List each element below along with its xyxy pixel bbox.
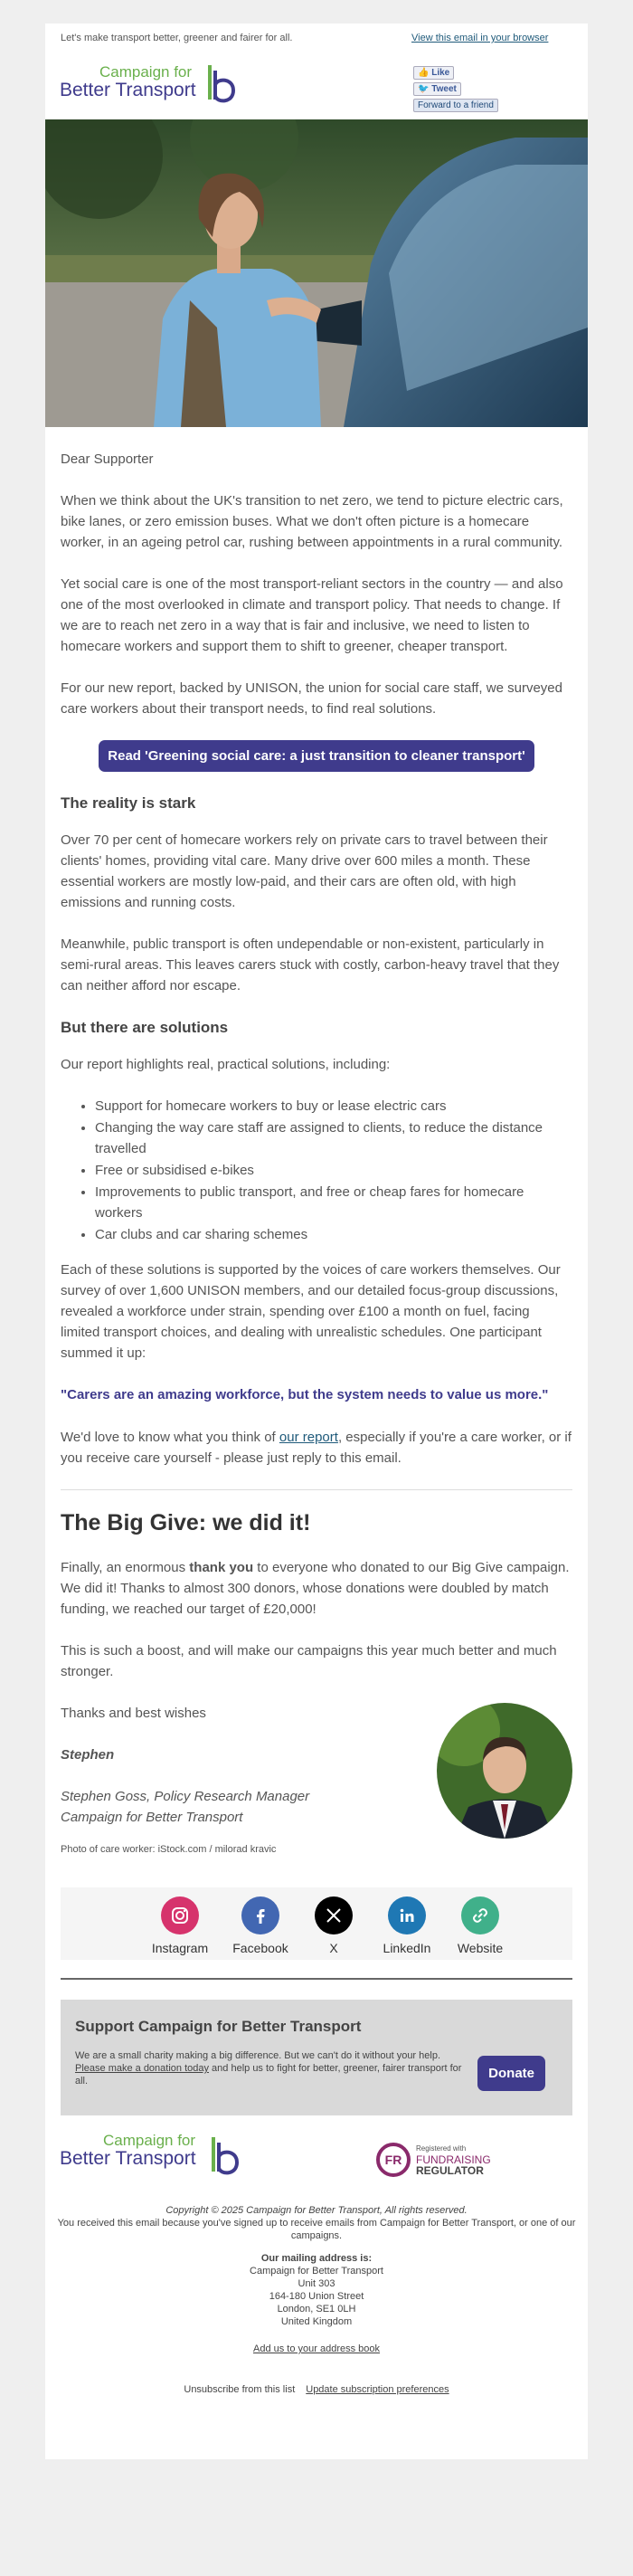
list-item: • Changing the way care staff are assigned to clients, to reduce the distance travelled (95, 1117, 572, 1159)
fr-badge-text (416, 2143, 491, 2176)
fr-badge-icon: FR (376, 2143, 411, 2177)
fundraising-regulator-badge (376, 2143, 491, 2177)
address-line: Campaign for Better Transport (250, 2266, 383, 2277)
fr-registered: Registered with (416, 2144, 467, 2153)
footer-logo-line-1: Campaign for (103, 2132, 196, 2149)
address-line: 164-180 Union Street (269, 2291, 364, 2302)
signoff-block (61, 1703, 572, 1828)
update-preferences-link[interactable]: Update subscription preferences (306, 2384, 449, 2395)
unsubscribe-link[interactable]: Unsubscribe from this list (184, 2384, 296, 2395)
linkedin-label: LinkedIn (383, 1941, 431, 1955)
footer-logo-b-icon (208, 2135, 241, 2179)
address-line: London, SE1 0LH (277, 2304, 356, 2315)
footer-text (45, 2204, 588, 2396)
donate-panel (61, 2000, 572, 2115)
feedback-text-2: , especially if you're a care worker, or if you receive care yourself - please just reply to this email. (61, 1430, 572, 1466)
solutions-intro: Our report highlights real, practical solutions, including: (61, 1057, 391, 1072)
intro-paragraph: When we think about the UK's transition to net zero, we tend to picture electric cars, bike lanes, or zero emission buses. What we don't often picture is a homecare worker, in an ageing petrol car, rushing between appointments in a rural community. (61, 493, 563, 550)
x-icon (315, 1896, 353, 1934)
link-icon (461, 1896, 499, 1934)
donate-text-2: and help us to fight for better, greener, fairer transport for all. (75, 2063, 462, 2086)
report-paragraph: For our new report, backed by UNISON, the union for social care staff, we surveyed care workers about their transport needs, to find real solutions. (61, 680, 562, 717)
instagram-icon (161, 1896, 199, 1934)
greeting: Dear Supporter (61, 452, 154, 467)
section-divider (61, 1489, 572, 1490)
mailing-address-title: Our mailing address is: (260, 2253, 373, 2264)
signature-organisation: Campaign for Better Transport (61, 1810, 243, 1825)
instagram-label: Instagram (151, 1941, 209, 1955)
linkedin-icon (388, 1896, 426, 1934)
donate-text (75, 2049, 473, 2087)
photo-credit: Photo of care worker: iStock.com / milorad kravic (61, 1844, 277, 1855)
donate-text-1: We are a small charity making a big difference. But we can't do it without your help. (75, 2050, 441, 2061)
social-care-paragraph: Yet social care is one of the most transport-reliant sectors in the country — and also one of the most overlooked in climate and transport policy. That needs to change. If we are to reach net zero in a way that is fair and inclusive, we need to listen to homecare workers and support them to shift to greener, cheaper transport. (61, 576, 563, 654)
fr-fundraising: FUNDRAISING (416, 2153, 491, 2166)
solutions-list (61, 1096, 572, 1245)
logo-b-icon (204, 63, 237, 107)
fr-regulator: REGULATOR (416, 2164, 484, 2177)
email-footer (45, 2115, 588, 2459)
donation-link[interactable]: Please make a donation today (75, 2063, 209, 2074)
website-link[interactable] (444, 1896, 516, 1959)
address-line: Unit 303 (298, 2278, 335, 2289)
donate-title: Support Campaign for Better Transport (75, 2018, 362, 2035)
share-buttons (413, 66, 498, 115)
read-report-button[interactable]: Read 'Greening social care: a just transition to cleaner transport' (99, 740, 534, 772)
hero-image-care-worker (45, 119, 588, 427)
logo-line-2: Better Transport (60, 80, 196, 100)
signature-title: Stephen Goss, Policy Research Manager (61, 1789, 310, 1804)
social-links-bar (61, 1887, 572, 1960)
facebook-like-button[interactable]: 👍 Like (413, 66, 454, 80)
address-book-link[interactable]: Add us to your address book (252, 2343, 381, 2354)
facebook-link[interactable] (224, 1896, 297, 1959)
participant-quote: "Carers are an amazing workforce, but the system needs to value us more." (61, 1387, 549, 1402)
author-portrait (437, 1703, 572, 1839)
feedback-paragraph (61, 1427, 572, 1469)
big-give-paragraph (61, 1557, 572, 1620)
preheader-text: Let's make transport better, greener and fairer for all. (61, 33, 293, 43)
footer-logo-line-2: Better Transport (60, 2148, 196, 2169)
like-label: Like (431, 68, 450, 78)
feedback-text-1: We'd love to know what you think of (61, 1430, 279, 1445)
reality-heading: The reality is stark (61, 794, 196, 812)
subscription-reason: You received this email because you've signed up to receive emails from Campaign for Better Transport, or one of our campaigns. (57, 2218, 576, 2241)
facebook-label: Facebook (232, 1941, 288, 1955)
instagram-link[interactable] (144, 1896, 216, 1959)
copyright-text: Copyright © 2025 Campaign for Better Transport, All rights reserved. (165, 2205, 468, 2216)
email-header (45, 24, 588, 119)
linkedin-link[interactable] (371, 1896, 443, 1959)
reality-paragraph-2: Meanwhile, public transport is often undependable or non-existent, particularly in semi-rural areas. This leaves carers stuck with costly, carbon-heavy travel that they can neither afford nor escape. (61, 936, 560, 993)
facebook-icon (241, 1896, 279, 1934)
footer-logo (60, 2132, 250, 2186)
tweet-button[interactable]: 🐦 Tweet (413, 82, 461, 96)
view-in-browser-link[interactable]: View this email in your browser (411, 33, 549, 43)
x-link[interactable] (298, 1896, 370, 1959)
our-report-link[interactable]: our report (279, 1430, 338, 1445)
big-give-text-2: to everyone who donated to our Big Give campaign. We did it! Thanks to almost 300 donors, whose donations were doubled by match funding, we reached our target of £20,000! (61, 1560, 570, 1617)
solutions-heading: But there are solutions (61, 1019, 229, 1036)
subscription-links (45, 2383, 588, 2396)
forward-to-friend-button[interactable]: Forward to a friend (413, 99, 498, 112)
brand-logo[interactable] (60, 63, 250, 109)
x-label: X (329, 1941, 338, 1955)
list-item: • Free or subsidised e-bikes (95, 1160, 572, 1181)
survey-paragraph: Each of these solutions is supported by the voices of care workers themselves. Our survey of over 1,600 UNISON members, and our detailed focus-group discussions, revealed a workforce under strain, spending over £100 a month on fuel, facing limited transport choices, and dealing with unrealistic schedules. One participant summed it up: (61, 1262, 561, 1361)
big-give-heading: The Big Give: we did it! (61, 1510, 311, 1535)
boost-paragraph: This is such a boost, and will make our campaigns this year much better and much stronger. (61, 1643, 557, 1679)
thank-you-bold: thank you (189, 1560, 254, 1575)
cta-wrapper (61, 740, 572, 772)
website-label: Website (457, 1941, 504, 1955)
tweet-label: Tweet (431, 84, 457, 94)
thanks-text: Thanks and best wishes (61, 1706, 206, 1721)
email-container (45, 24, 588, 2459)
list-item: • Support for homecare workers to buy or lease electric cars (95, 1096, 572, 1117)
list-item: • Car clubs and car sharing schemes (95, 1224, 572, 1245)
email-body (45, 427, 588, 2115)
logo-line-1: Campaign for (99, 63, 193, 81)
list-item: • Improvements to public transport, and free or cheap fares for homecare workers (95, 1182, 572, 1223)
footer-divider (61, 1978, 572, 1980)
big-give-text-1: Finally, an enormous (61, 1560, 190, 1575)
reality-paragraph-1: Over 70 per cent of homecare workers rely on private cars to travel between their clients' homes, providing vital care. Many drive over 600 miles a month. These essential workers are mostly low-paid, and their cars are often old, with high emissions and running costs. (61, 832, 548, 910)
donate-button[interactable]: Donate (477, 2056, 545, 2091)
address-line: United Kingdom (280, 2316, 353, 2327)
signature-name-text: Stephen (61, 1747, 115, 1763)
